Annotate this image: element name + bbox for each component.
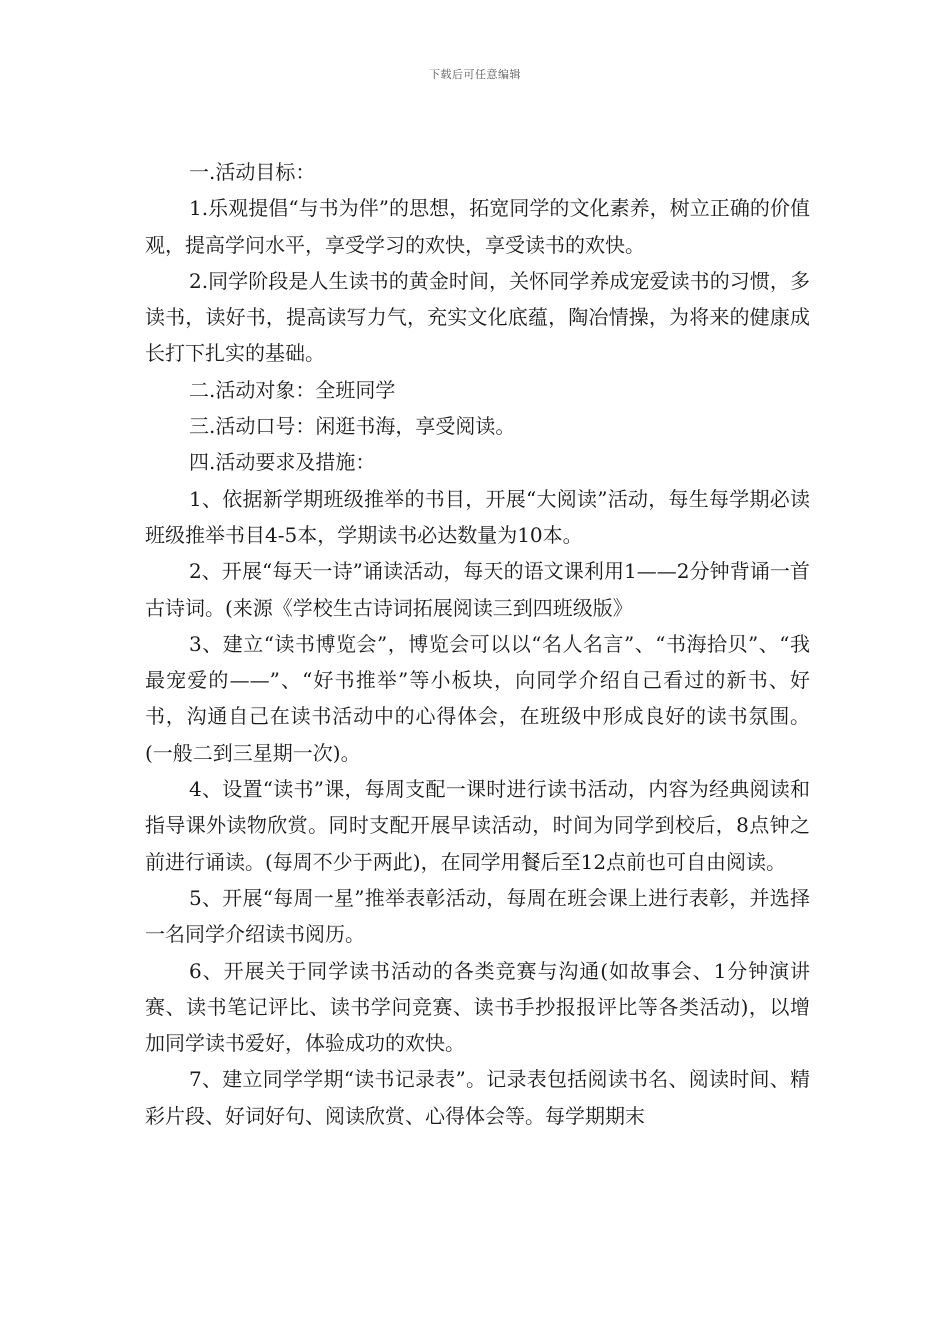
section-heading-goals: 一.活动目标： [189,160,316,184]
paragraph-measure-4: 4、设置“读书”课，每周支配一课时进行读书活动，内容为经典阅读和指导课外读物欣赏。同时支配开展早读活动，时间为同学到校后，8点钟之前进行诵读。(每周不少于两此)，在同学用餐后至12点前也可自由阅读。 [145,777,810,874]
paragraph-measure-1: 1、依据新学期班级推举的书目，开展“大阅读”活动，每生每学期必读班级推举书目4-5本，学期读书必达数量为10本。 [145,486,810,547]
section-heading-measures: 四.活动要求及措施： [189,450,376,475]
paragraph-measure-6: 6、开展关于同学读书活动的各类竞赛与沟通(如故事会、1分钟演讲赛、读书笔记评比、读书学问竞赛、读书手抄报报评比等各类活动)，以增加同学读书爱好，体验成功的欢快。 [145,958,810,1056]
page-header: 下载后可任意编辑 [429,68,521,81]
paragraph-measure-2: 2、开展“每天一诗”诵读活动，每天的语文课利用1——2分钟背诵一首古诗词。(来源《学校生古诗词拓展阅读三到四班级版》 [145,559,810,620]
section-heading-slogan: 三.活动口号：闲逛书海，享受阅读。 [189,414,516,439]
paragraph-goal-2: 2.同学阶段是人生读书的黄金时间，关怀同学养成宠爱读书的习惯，多读书，读好书，提高读写力气，充实文化底蕴，陶冶情操，为将来的健康成长打下扎实的基础。 [145,268,810,366]
paragraph-goal-1: 1.乐观提倡“与书为伴”的思想，拓宽同学的文化素养，树立正确的价值观，提高学问水平，享受学习的欢快，享受读书的欢快。 [145,196,810,257]
paragraph-measure-7: 7、建立同学学期“读书记录表”。记录表包括阅读书名、阅读时间、精彩片段、好词好句、阅读欣赏、心得体会等。每学期期末 [145,1067,810,1128]
document-body [145,154,810,1134]
section-heading-audience: 二.活动对象：全班同学 [189,377,396,402]
paragraph-measure-3: 3、建立“读书博览会”，博览会可以以“名人名言”、“书海拾贝”、“我最宠爱的——”、“好书推举”等小板块，向同学介绍自己看过的新书、好书，沟通自己在读书活动中的心得体会，在班级中形成良好的读书氛围。(一般二到三星期一次)。 [145,631,810,765]
paragraph-measure-5: 5、开展“每周一星”推举表彰活动，每周在班会课上进行表彰，并选择一名同学介绍读书阅历。 [145,885,810,947]
